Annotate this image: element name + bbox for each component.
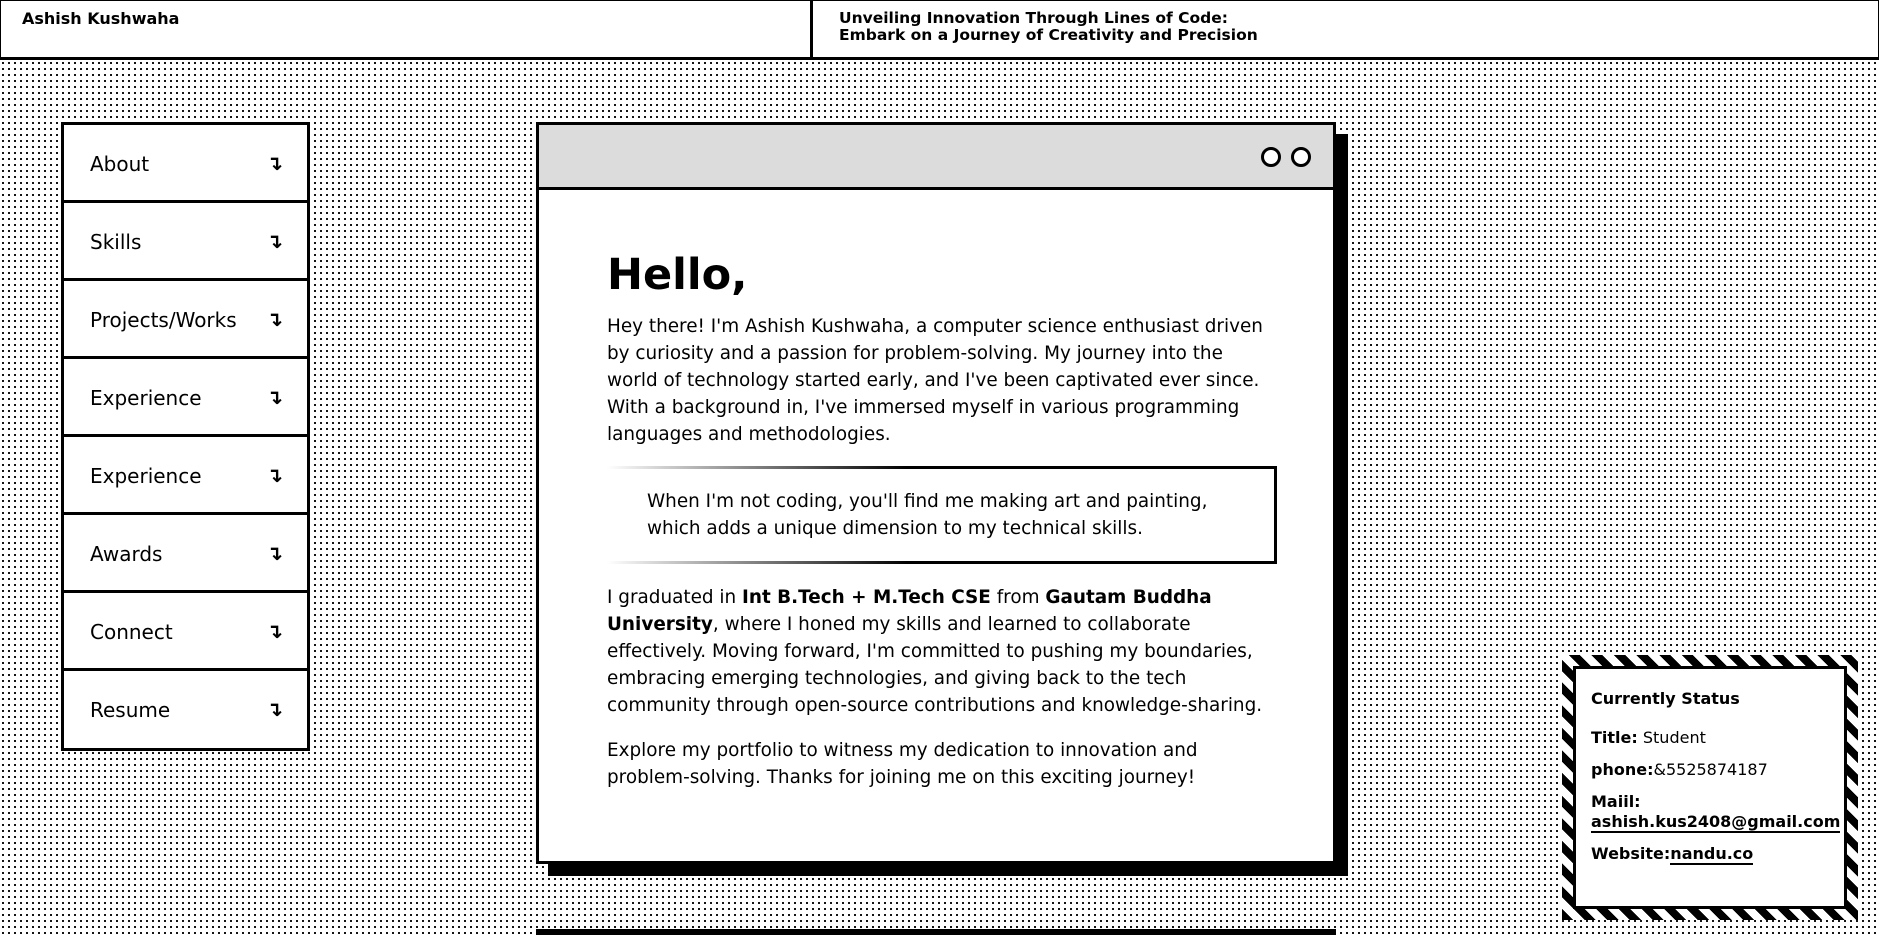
nav-label: Resume (90, 698, 171, 722)
arrow-down-right-icon: ↴ (266, 229, 283, 253)
edu-rest: , where I honed my skills and learned to collaborate effectively. Moving forward, I'm committed to pushing my boundaries, embracing emerging technologies, and giving back to the tech community through open-source contributions and knowledge-sharing. (607, 614, 1263, 716)
mail-link[interactable]: ashish.kus2408@gmail.com (1591, 812, 1841, 831)
tagline-line-1: Unveiling Innovation Through Lines of Code: (839, 9, 1228, 27)
status-card (1562, 655, 1858, 920)
sidebar-nav (61, 122, 310, 751)
status-phone-row (1591, 760, 1829, 780)
page-header (0, 0, 1879, 60)
education-paragraph (607, 584, 1277, 719)
phone-label: phone: (1591, 760, 1654, 779)
window-control-circle-icon[interactable] (1291, 147, 1311, 167)
header-tagline (839, 10, 1258, 44)
nav-item-awards[interactable] (64, 515, 307, 593)
website-link[interactable]: nandu.co (1670, 844, 1754, 863)
nav-item-experience-2[interactable] (64, 437, 307, 515)
arrow-down-right-icon: ↴ (266, 619, 283, 643)
edu-from: from (990, 587, 1046, 608)
bottom-divider (536, 929, 1336, 935)
nav-label: Awards (90, 542, 163, 566)
nav-item-resume[interactable] (64, 671, 307, 746)
arrow-down-right-icon: ↴ (266, 697, 283, 721)
brand-name[interactable]: Ashish Kushwaha (22, 9, 180, 28)
mail-label: Maiil: (1591, 792, 1641, 811)
nav-label: Connect (90, 620, 173, 644)
header-left (1, 1, 813, 57)
title-label: Title: (1591, 728, 1638, 747)
about-content (607, 249, 1277, 809)
tagline-line-2: Embark on a Journey of Creativity and Precision (839, 26, 1258, 44)
nav-label: Experience (90, 464, 202, 488)
window-control-circle-icon[interactable] (1261, 147, 1281, 167)
status-website-row (1591, 844, 1829, 864)
outro-paragraph: Explore my portfolio to witness my dedication to innovation and problem-solving. Thanks for joining me on this exciting journey! (607, 740, 1198, 788)
status-title: Currently Status (1591, 689, 1740, 708)
title-value: Student (1637, 728, 1706, 747)
arrow-down-right-icon: ↴ (266, 541, 283, 565)
hobby-quote: When I'm not coding, you'll find me making art and painting, which adds a unique dimension to my technical skills. (607, 466, 1277, 564)
nav-label: About (90, 152, 150, 176)
arrow-down-right-icon: ↴ (266, 385, 283, 409)
status-card-inner (1573, 666, 1847, 909)
nav-item-projects[interactable] (64, 281, 307, 359)
status-mail-row (1591, 792, 1841, 832)
website-label: Website: (1591, 844, 1671, 863)
degree-text: Int B.Tech + M.Tech CSE (742, 587, 991, 608)
arrow-down-right-icon: ↴ (266, 151, 283, 175)
about-window (536, 122, 1336, 864)
nav-item-connect[interactable] (64, 593, 307, 671)
nav-item-experience[interactable] (64, 359, 307, 437)
nav-label: Experience (90, 386, 202, 410)
nav-item-about[interactable] (64, 125, 307, 203)
nav-label: Projects/Works (90, 308, 237, 332)
window-titlebar (539, 125, 1333, 190)
edu-prefix: I graduated in (607, 587, 743, 608)
intro-paragraph: Hey there! I'm Ashish Kushwaha, a computer science enthusiast driven by curiosity and a passion for problem-solving. My journey into the world of technology started early, and I've been captivated ever since. With a background in, I've immersed myself in various programming languages and methodologies. (607, 316, 1263, 445)
nav-item-skills[interactable] (64, 203, 307, 281)
university-text: Gautam Buddha University (607, 587, 1212, 635)
status-title-row (1591, 728, 1829, 748)
arrow-down-right-icon: ↴ (266, 307, 283, 331)
nav-label: Skills (90, 230, 142, 254)
greeting-heading: Hello, (607, 250, 748, 300)
phone-value: &5525874187 (1653, 760, 1768, 779)
arrow-down-right-icon: ↴ (266, 463, 283, 487)
